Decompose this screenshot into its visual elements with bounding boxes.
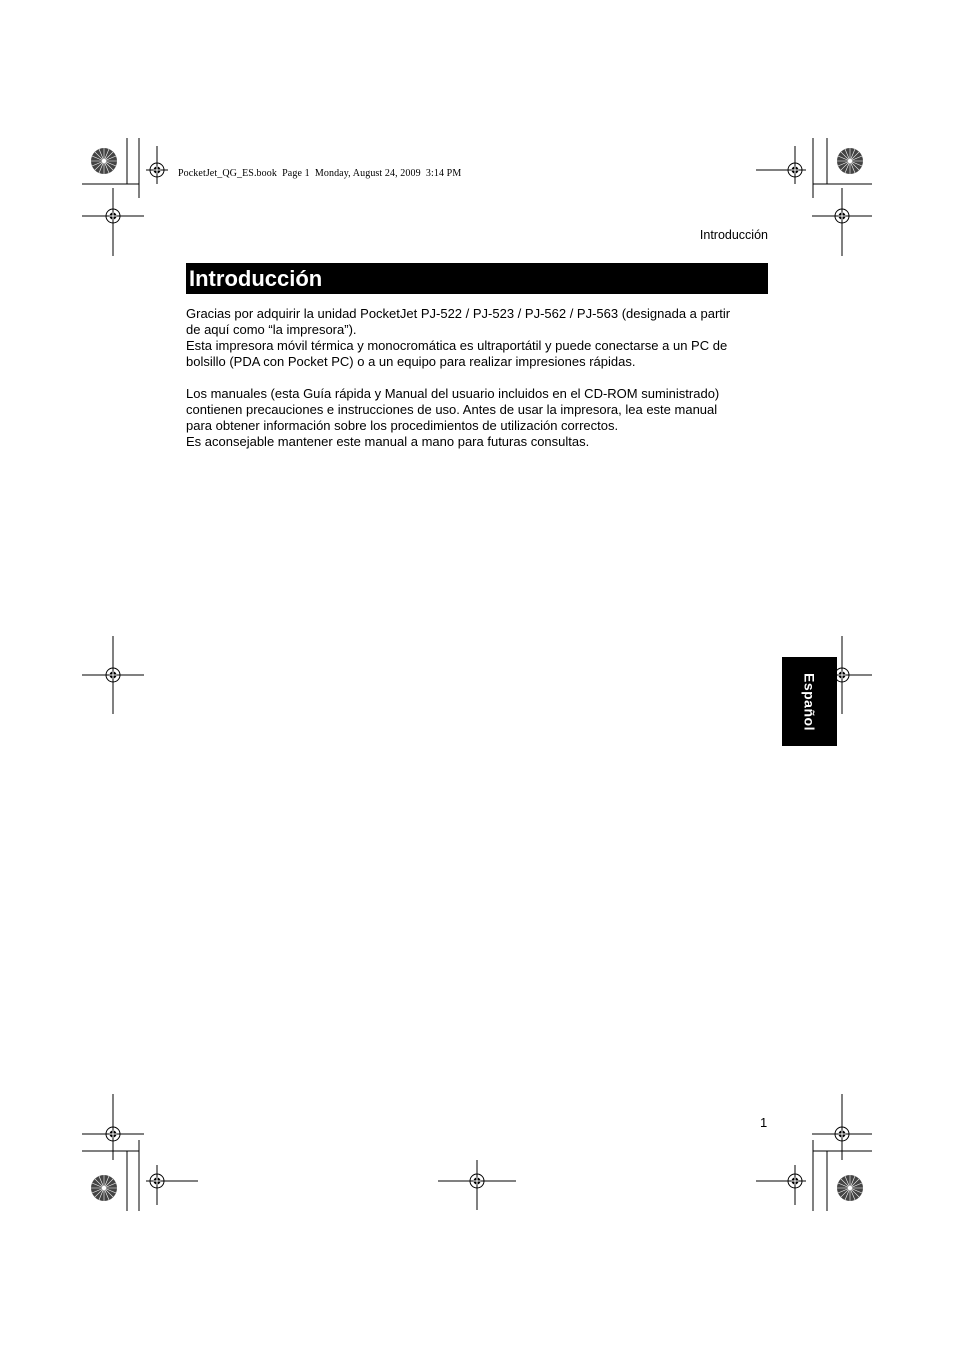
text-line: de aquí como “la impresora”).: [186, 322, 357, 337]
page-number: 1: [760, 1115, 768, 1130]
starburst-icon: [91, 148, 117, 174]
text-line: Esta impresora móvil térmica y monocromática es ultraportátil y puede conectarse a un PC de: [186, 338, 728, 353]
page-title: Introducción: [186, 263, 768, 294]
text-line: Los manuales (esta Guía rápida y Manual del usuario incluidos en el CD-ROM suministrado): [186, 386, 720, 401]
starburst-icon: [91, 1175, 117, 1201]
text-line: contienen precauciones e instrucciones de uso. Antes de usar la impresora, lea este manual: [186, 402, 718, 417]
text-line: Es aconsejable mantener este manual a mano para futuras consultas.: [186, 434, 590, 449]
paragraph: [186, 386, 768, 450]
body-text: [186, 306, 768, 466]
print-info: PocketJet_QG_ES.book Page 1 Monday, August 24, 2009 3:14 PM: [178, 168, 462, 179]
running-header: Introducción: [699, 228, 768, 242]
starburst-icon: [837, 1175, 863, 1201]
paragraph: [186, 306, 768, 370]
language-tab-label: Español: [801, 672, 818, 731]
starburst-icon: [837, 148, 863, 174]
text-line: bolsillo (PDA con Pocket PC) o a un equipo para realizar impresiones rápidas.: [186, 354, 636, 369]
text-line: Gracias por adquirir la unidad PocketJet PJ-522 / PJ-523 / PJ-562 / PJ-563 (designada a partir: [186, 306, 731, 321]
language-tab: [782, 657, 837, 746]
text-line: para obtener información sobre los procedimientos de utilización correctos.: [186, 418, 619, 433]
